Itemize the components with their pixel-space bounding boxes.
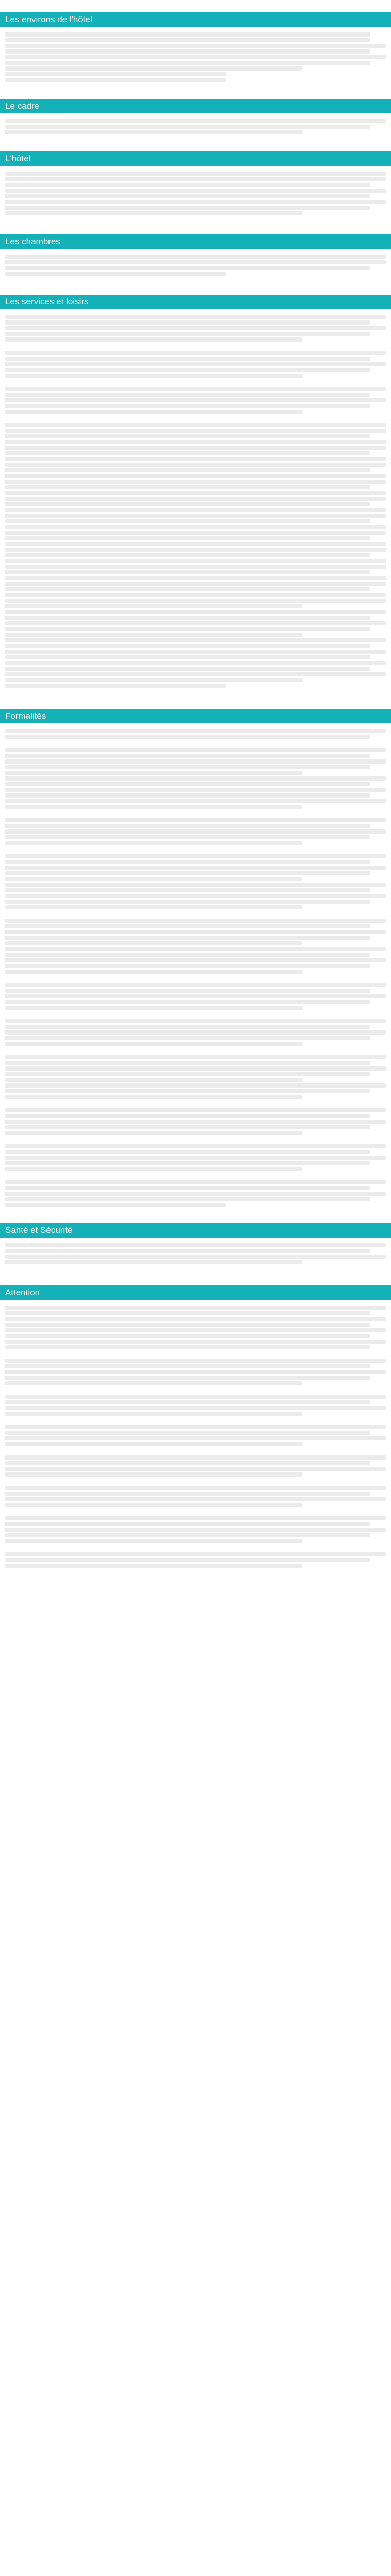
text-line [5,1461,370,1465]
text-line [5,1144,386,1148]
text-line [5,829,386,834]
text-line [5,1317,386,1321]
text-line [5,638,386,642]
text-line [5,1197,370,1201]
text-line [5,565,386,569]
text-line [5,1425,386,1429]
text-line [5,357,370,361]
text-line [5,315,386,319]
text-line [5,970,302,974]
text-line [5,1345,370,1349]
text-line [5,788,386,792]
section-body-rooms [0,249,391,282]
section-body-surroundings [0,27,391,89]
text-line [5,200,386,204]
text-line [5,260,386,264]
section-body-setting [0,113,391,141]
text-line [5,799,386,803]
text-line [5,1516,386,1520]
section-title-surroundings: Les environs de l'hôtel [0,12,391,27]
section-title-services: Les services et loisirs [0,295,391,309]
text-line [5,1061,370,1065]
text-line [5,1114,370,1118]
section-body-formalities [0,723,391,1214]
text-line [5,211,302,215]
text-line [5,368,370,372]
text-line [5,1412,302,1416]
text-line [5,570,370,574]
section-hotel [0,151,391,222]
text-line [5,374,302,378]
text-line [5,599,386,603]
text-line [5,1522,370,1526]
text-line [5,404,370,408]
text-line [5,964,370,968]
text-line [5,1311,370,1315]
text-line [5,1072,370,1076]
text-line [5,994,386,998]
text-line [5,553,370,557]
text-line [5,337,302,342]
text-line [5,930,386,934]
section-title-attention: Attention [0,1285,391,1300]
text-line [5,1503,302,1507]
text-line [5,735,370,739]
text-line [5,38,370,42]
text-line [5,434,370,438]
text-line [5,644,370,648]
text-line [5,78,226,82]
text-line [5,1167,302,1171]
text-line [5,1203,226,1207]
text-line [5,1055,386,1059]
text-line [5,423,386,427]
text-line [5,266,370,270]
text-line [5,398,386,402]
section-title-formalities: Formalités [0,709,391,723]
text-line [5,1455,386,1460]
text-line [5,1066,386,1071]
text-line [5,1095,302,1099]
text-line [5,502,370,506]
text-line [5,621,386,625]
text-line [5,1249,370,1253]
text-line [5,1260,302,1264]
text-line [5,1000,370,1004]
text-line [5,805,302,809]
text-line [5,548,386,552]
text-line [5,771,302,775]
text-line [5,650,386,654]
text-line [5,655,370,659]
text-line [5,776,386,781]
text-line [5,866,386,870]
text-line [5,255,386,259]
text-line [5,1025,370,1029]
text-line [5,429,386,433]
section-setting [0,99,391,141]
text-line [5,1131,302,1135]
text-line [5,883,386,887]
text-line [5,793,370,798]
text-line [5,66,302,71]
text-line [5,457,386,461]
section-health-safety [0,1223,391,1271]
text-line [5,1328,386,1332]
text-line [5,1180,386,1184]
section-services [0,295,391,694]
section-body-hotel [0,166,391,222]
text-line [5,835,370,839]
text-line [5,1552,386,1556]
text-line [5,1120,386,1124]
text-line [5,854,386,858]
text-line [5,49,370,54]
text-line [5,172,386,176]
text-line [5,44,386,48]
text-line [5,1442,302,1446]
text-line [5,1125,370,1129]
section-title-rooms: Les chambres [0,234,391,249]
text-line [5,531,386,535]
text-line [5,1323,370,1327]
text-line [5,480,386,484]
text-line [5,206,370,210]
text-line [5,818,386,822]
text-line [5,759,386,764]
text-line [5,587,370,591]
text-line [5,387,386,391]
text-line [5,936,370,940]
text-line [5,1381,302,1385]
text-line [5,1472,302,1477]
text-line [5,582,386,586]
text-line [5,1243,386,1247]
text-line [5,1486,386,1490]
text-line [5,61,370,65]
text-line [5,1156,386,1160]
text-line [5,860,370,864]
text-line [5,748,386,752]
text-line [5,1564,302,1568]
text-line [5,1083,386,1088]
text-line [5,1078,302,1082]
text-line [5,272,226,276]
text-line [5,900,370,904]
text-line [5,888,370,892]
text-line [5,729,386,733]
text-line [5,983,386,987]
text-line [5,877,302,881]
text-line [5,183,370,187]
text-line [5,1030,386,1035]
text-line [5,446,386,450]
section-formalities [0,709,391,1214]
text-line [5,1376,370,1380]
text-line [5,514,386,518]
text-line [5,1558,370,1562]
text-line [5,1370,386,1374]
text-line [5,177,386,181]
text-line [5,1089,370,1093]
text-line [5,332,370,336]
text-line [5,1161,370,1165]
text-line [5,661,386,665]
text-line [5,393,370,397]
text-line [5,1400,370,1404]
text-line [5,468,370,472]
text-line [5,754,370,758]
text-line [5,497,386,501]
text-line [5,1150,370,1154]
text-line [5,130,302,134]
text-line [5,1006,302,1010]
text-line [5,119,386,123]
section-body-services [0,309,391,694]
text-line [5,1340,386,1344]
section-title-setting: Le cadre [0,99,391,113]
text-line [5,894,386,898]
text-line [5,1334,370,1338]
text-line [5,189,386,193]
text-line [5,633,302,637]
text-line [5,765,370,769]
text-line [5,440,386,444]
text-line [5,947,386,951]
text-line [5,627,370,631]
text-line [5,1431,370,1435]
text-line [5,919,386,923]
section-title-hotel: L'hôtel [0,151,391,166]
text-line [5,474,386,478]
text-line [5,616,370,620]
text-line [5,678,302,682]
text-line [5,1042,302,1046]
text-line [5,684,226,688]
text-line [5,1306,386,1310]
text-line [5,593,386,597]
text-line [5,32,370,37]
text-line [5,1036,370,1040]
section-surroundings [0,12,391,89]
text-line [5,451,370,455]
hotel-details-page [0,12,391,2576]
text-line [5,1497,386,1501]
section-rooms [0,234,391,282]
text-line [5,1528,386,1532]
text-line [5,410,302,414]
text-line [5,1108,386,1112]
text-line [5,525,386,529]
section-body-health-safety [0,1238,391,1271]
text-line [5,1186,370,1190]
text-line [5,958,386,962]
text-line [5,508,386,512]
text-line [5,905,302,909]
text-line [5,1492,370,1496]
text-line [5,559,386,563]
text-line [5,55,386,59]
text-line [5,536,370,540]
text-line [5,1359,386,1363]
text-line [5,1192,386,1196]
text-line [5,824,370,828]
text-line [5,941,302,945]
text-line [5,871,370,875]
section-body-attention [0,1300,391,1574]
text-line [5,1019,386,1023]
text-line [5,491,386,495]
text-line [5,351,386,355]
text-line [5,485,370,489]
text-line [5,194,370,198]
text-line [5,989,370,993]
text-line [5,1395,386,1399]
text-line [5,841,302,845]
text-line [5,463,386,467]
text-line [5,782,370,786]
text-line [5,953,370,957]
text-line [5,924,370,928]
text-line [5,320,370,325]
text-line [5,125,370,129]
text-line [5,326,386,330]
text-line [5,1364,370,1368]
text-line [5,1436,386,1440]
section-attention [0,1285,391,1574]
text-line [5,672,386,676]
text-line [5,72,226,76]
text-line [5,604,302,608]
section-title-health-safety: Santé et Sécurité [0,1223,391,1238]
text-line [5,610,386,614]
text-line [5,1467,386,1471]
text-line [5,576,386,580]
text-line [5,542,386,546]
text-line [5,519,370,523]
text-line [5,1539,302,1543]
text-line [5,1406,386,1410]
text-line [5,1255,386,1259]
text-line [5,362,386,366]
text-line [5,667,370,671]
text-line [5,1533,370,1537]
